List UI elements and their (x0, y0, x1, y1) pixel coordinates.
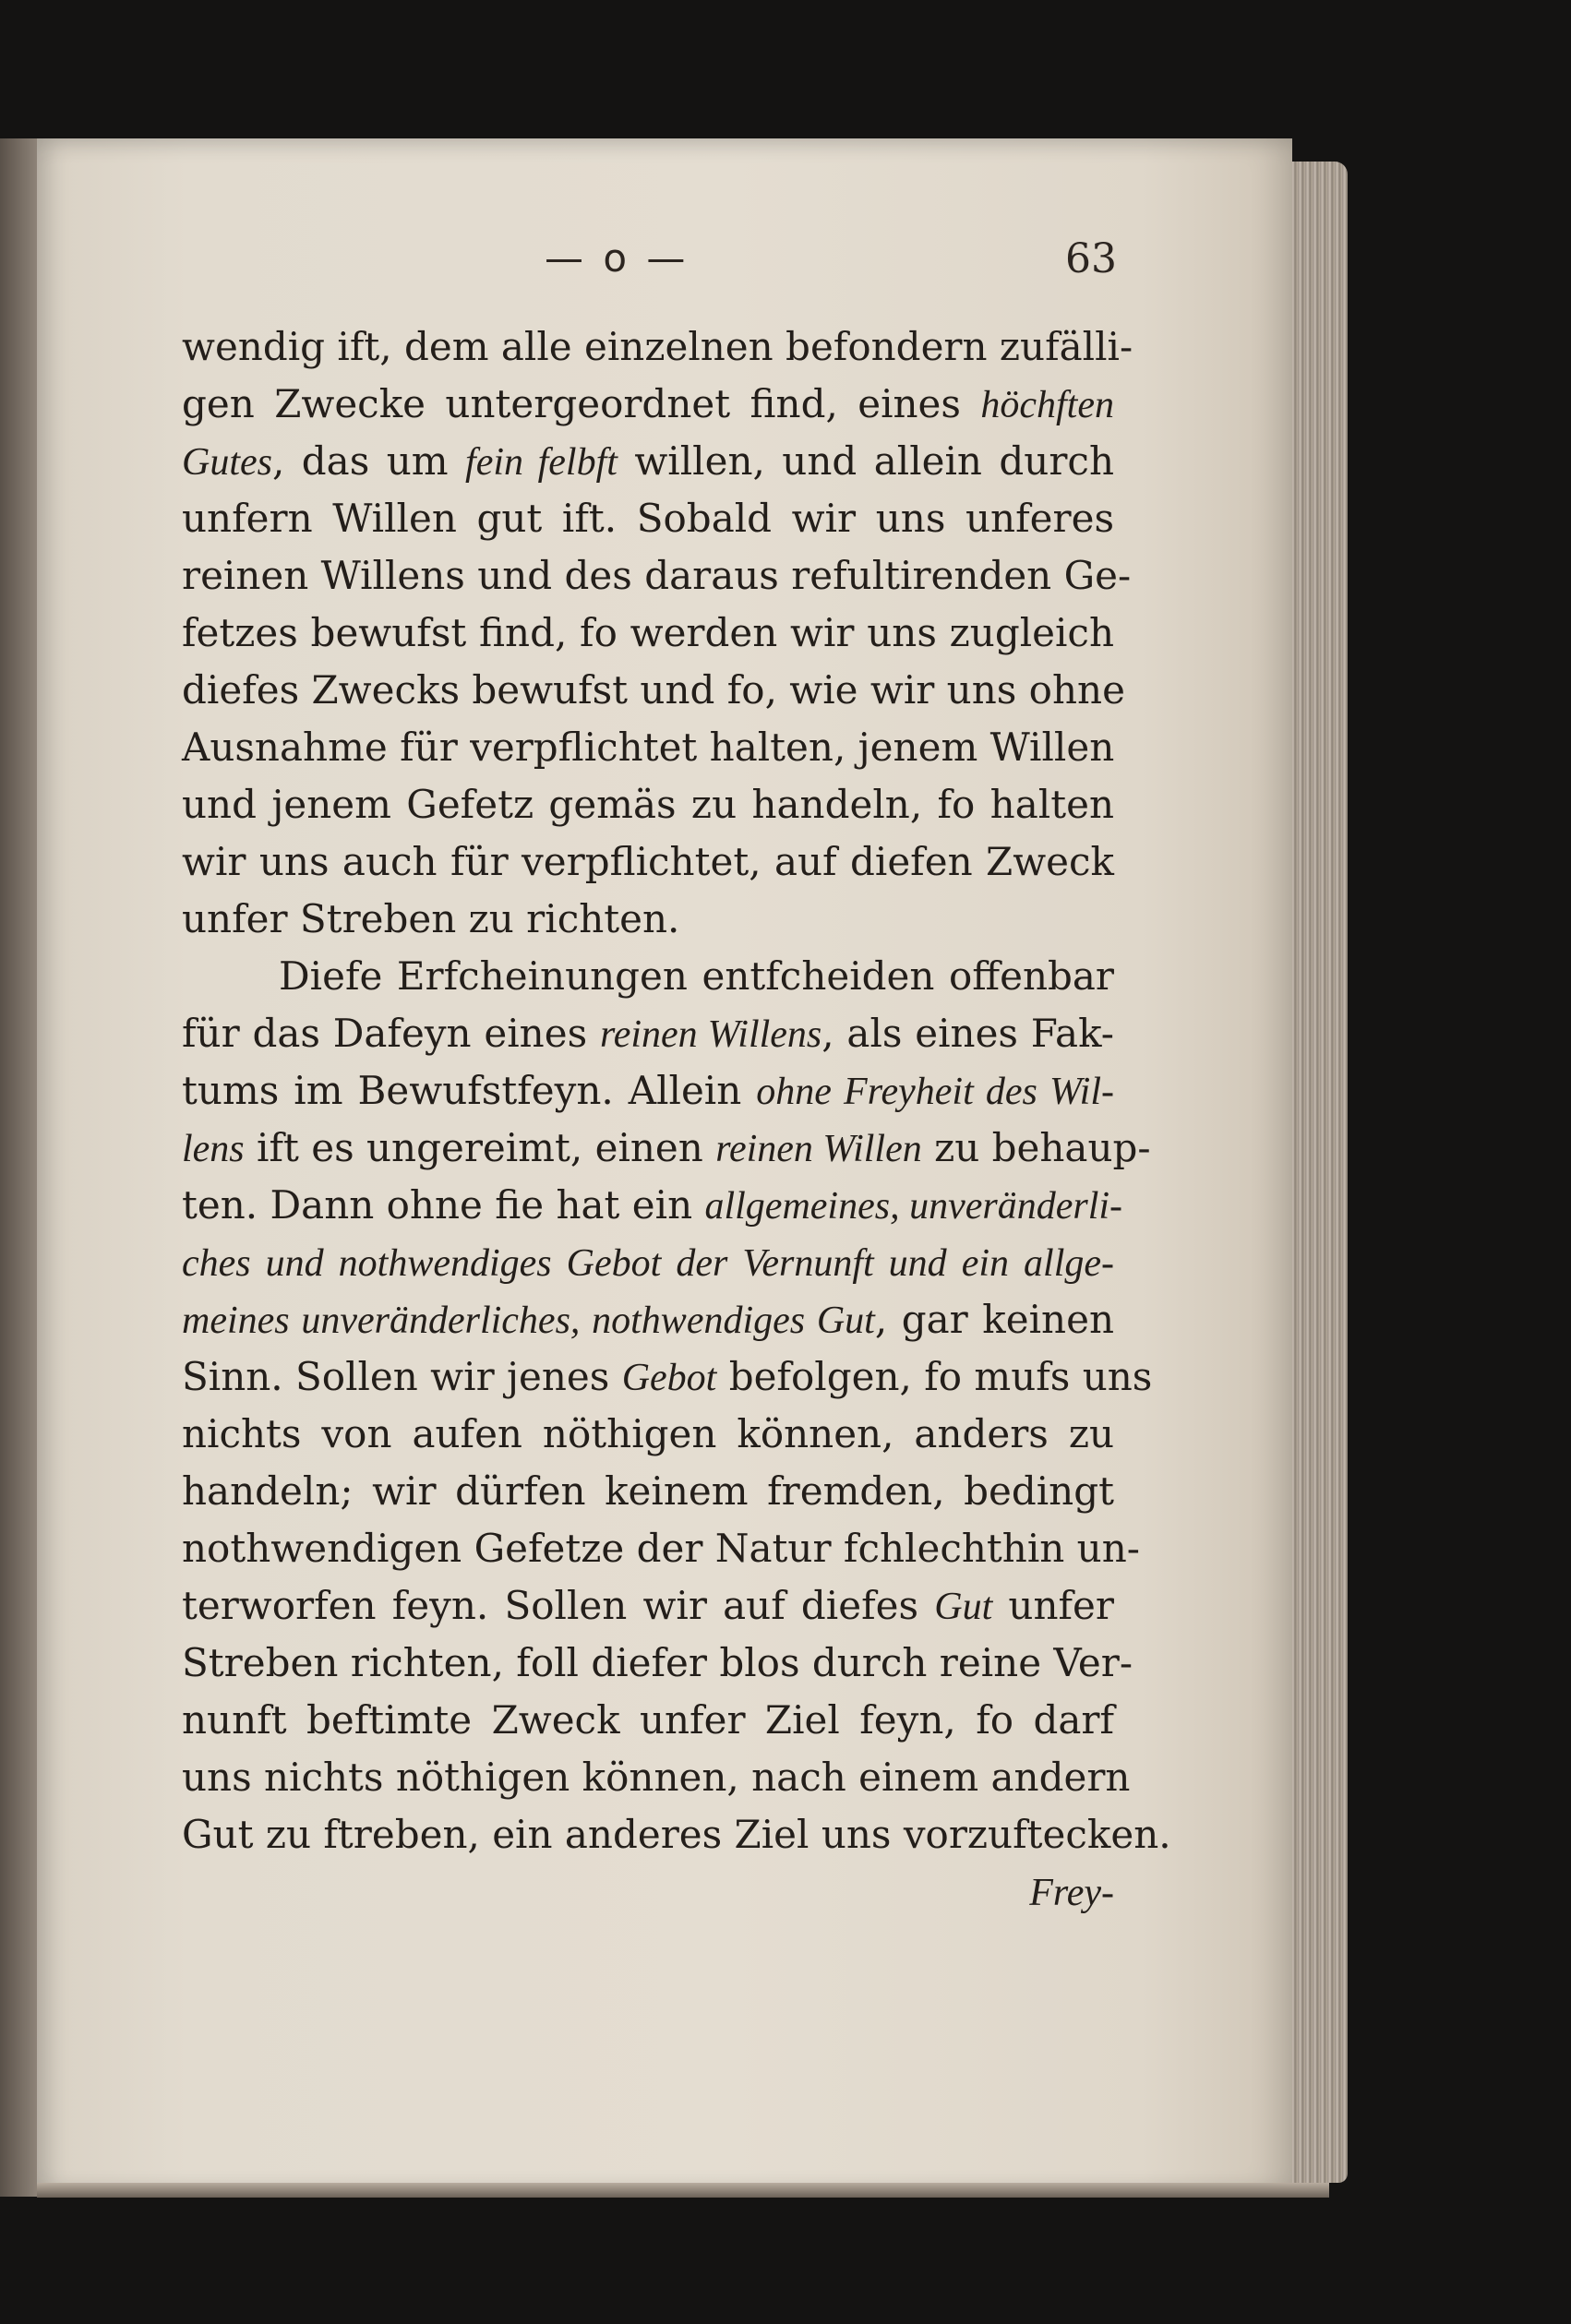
text-line (182, 719, 1114, 776)
italic-text: ches und nothwendiges Gebot der Vernunft und ein allge- (182, 1242, 1114, 1285)
text-segment: und jenem Gefetz gemäs zu handeln, fo halten (182, 782, 1114, 827)
italic-text: Gutes (182, 441, 272, 484)
text-segment: wir uns auch für verpflichtet, auf diefen Zweck (182, 839, 1114, 884)
page-number: 63 (1065, 235, 1117, 282)
text-segment: für das Dafeyn eines (182, 1011, 600, 1056)
text-segment: Gut zu ftreben, ein anderes Ziel uns vorzuftecken. (182, 1812, 1171, 1857)
text-line (182, 1005, 1114, 1062)
text-line (182, 1406, 1114, 1463)
italic-text: ohne Freyheit des Wil- (756, 1071, 1114, 1113)
body-text (182, 318, 1171, 1921)
text-segment: zu behaup- (921, 1125, 1151, 1170)
text-line (182, 833, 1114, 891)
text-segment: ift es ungereimt, einen (244, 1125, 716, 1170)
page-header (138, 235, 1117, 291)
text-segment: befolgen, fo mufs uns (716, 1354, 1153, 1399)
text-line (182, 891, 1114, 948)
text-line (182, 1692, 1114, 1749)
italic-text: Gebot (621, 1357, 717, 1399)
text-line (182, 1806, 1171, 1863)
header-ornament: — o — (545, 235, 690, 281)
text-line (182, 490, 1114, 547)
text-line (182, 1463, 1114, 1520)
text-segment: nichts von aufen nöthigen können, anders zu (182, 1411, 1114, 1456)
text-line (182, 1635, 1133, 1692)
text-line (182, 318, 1133, 376)
text-line (182, 376, 1114, 433)
italic-text: Gut (934, 1586, 993, 1628)
text-segment: Ausnahme für verpflichtet halten, jenem Willen (182, 725, 1115, 770)
text-line (182, 1234, 1114, 1291)
text-segment: unfern Willen gut ift. Sobald wir uns unferes (182, 496, 1114, 541)
text-line (182, 433, 1114, 490)
text-line (182, 1577, 1114, 1635)
italic-text: höchften (980, 384, 1114, 426)
text-line (182, 547, 1132, 605)
text-line (182, 1749, 1131, 1806)
text-segment: nothwendigen Gefetze der Natur fchlechthin un- (182, 1526, 1140, 1571)
text-segment: Sinn. Sollen wir jenes (182, 1354, 622, 1399)
text-segment: Diefe Erfcheinungen entfcheiden offenbar (279, 953, 1114, 999)
text-line (182, 1177, 1123, 1234)
text-segment: uns nichts nöthigen können, nach einem andern (182, 1755, 1131, 1800)
text-segment: terworfen feyn. Sollen wir auf diefes (182, 1583, 935, 1628)
text-line (182, 605, 1114, 662)
text-line (182, 1062, 1114, 1120)
page-stack-edge (1290, 162, 1348, 2183)
text-segment: Streben richten, foll diefer blos durch reine Ver- (182, 1640, 1133, 1685)
text-line (182, 1291, 1114, 1348)
text-segment: unfer Streben zu richten. (182, 896, 680, 941)
text-segment: gen Zwecke untergeordnet find, eines (182, 381, 981, 426)
italic-text: lens (182, 1128, 245, 1170)
text-line (182, 776, 1114, 833)
text-segment: nunft beftimte Zweck unfer Ziel feyn, fo darf (182, 1697, 1114, 1743)
text-segment: , als eines Fak- (821, 1011, 1114, 1056)
page-bottom-edge (37, 2183, 1329, 2198)
text-line (182, 1863, 1114, 1921)
text-segment: wendig ift, dem alle einzelnen befondern zufälli- (182, 324, 1133, 369)
text-segment: diefes Zwecks bewufst und fo, wie wir uns ohne (182, 667, 1125, 713)
text-line (182, 1520, 1140, 1577)
text-segment: unfer (992, 1583, 1114, 1628)
text-line (182, 1120, 1151, 1177)
text-segment: ten. Dann ohne fie hat ein (182, 1182, 705, 1228)
text-segment: reinen Willens und des daraus refultirenden Ge- (182, 553, 1132, 598)
italic-text: reinen Willen (715, 1128, 922, 1170)
text-segment: , gar keinen (874, 1297, 1115, 1342)
text-segment: fetzes bewufst find, fo werden wir uns zugleich (182, 610, 1114, 655)
italic-text: meines unveränderliches, nothwendiges Gut (182, 1300, 875, 1342)
italic-text: reinen Willens (599, 1013, 822, 1056)
italic-text: allgemeines, unveränderli- (704, 1185, 1123, 1228)
italic-text: fein felbft (465, 441, 618, 484)
text-segment: , das um (272, 438, 466, 484)
text-segment: tums im Bewufstfeyn. Allein (182, 1068, 757, 1113)
italic-text: Frey- (1029, 1872, 1114, 1914)
text-segment: willen, und allein durch (617, 438, 1114, 484)
text-segment: handeln; wir dürfen keinem fremden, bedingt (182, 1468, 1114, 1514)
text-line (182, 1348, 1153, 1406)
text-line (182, 662, 1125, 719)
text-line (182, 948, 1114, 1005)
